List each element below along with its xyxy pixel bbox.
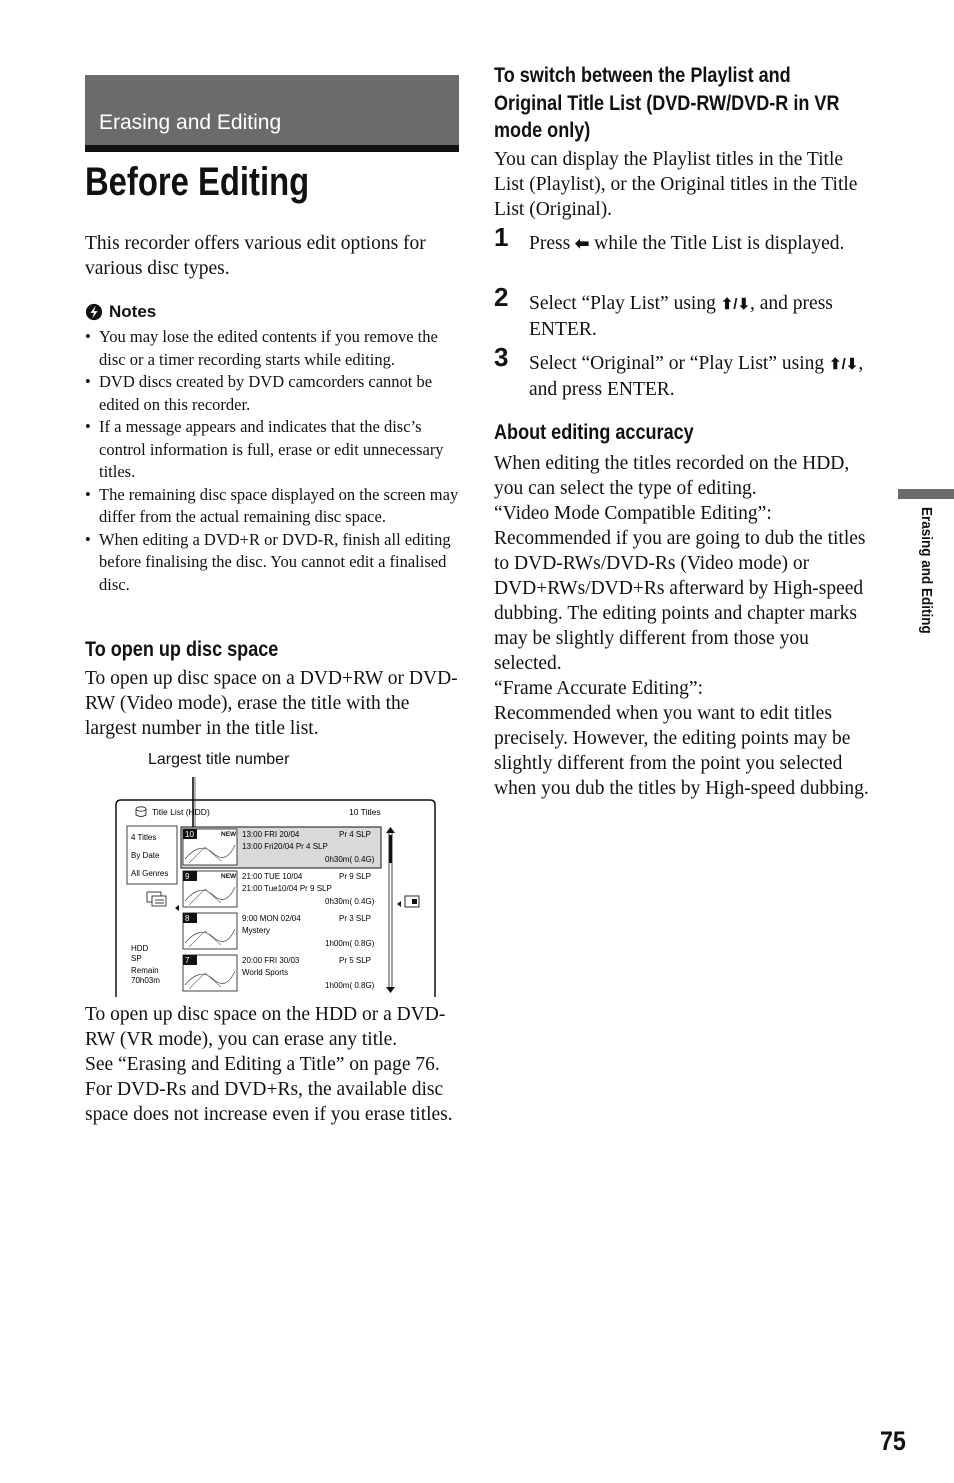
note-item: • If a message appears and indicates that the disc’s control information is full, erase or edit unnecessary titles. <box>85 416 463 484</box>
up-down-arrow-icon: ⬆/⬇ <box>720 296 751 313</box>
row-program: Pr 4 SLP <box>339 830 372 839</box>
row-datetime: 9:00 MON 02/04 <box>242 914 301 923</box>
row-detail: Mystery <box>242 926 270 935</box>
paragraph: For DVD-Rs and DVD+Rs, the available disc space does not increase even if you erase titles. <box>85 1079 453 1125</box>
note-item: • You may lose the edited contents if you remove the disc or a timer recording starts while editing. <box>85 326 463 371</box>
note-item: • When editing a DVD+R or DVD-R, finish all editing before finalising the disc. You cannot edit a finalised disc. <box>85 529 463 597</box>
side-tab-label: Erasing and Editing <box>918 507 935 634</box>
status-text: HDD <box>131 944 149 953</box>
accuracy-text <box>494 451 874 801</box>
row-datetime: 20:00 FRI 30/03 <box>242 956 300 965</box>
heading-line: To switch between the Playlist and <box>494 64 791 87</box>
page-number: 75 <box>880 1426 906 1456</box>
step-text: Select “Play List” using ⬆/⬇, and press ENTER. <box>529 293 833 340</box>
note-item: • DVD discs created by DVD camcorders cannot be edited on this recorder. <box>85 371 463 416</box>
paragraph: When editing the titles recorded on the HDD, you can select the type of editing. <box>494 453 850 499</box>
row-duration: 1h00m( 0.8G) <box>325 981 375 990</box>
menu-item: All Genres <box>131 869 169 878</box>
row-datetime: 21:00 TUE 10/04 <box>242 872 303 881</box>
step-text: Press ⬅ while the Title List is displayed. <box>529 233 845 254</box>
paragraph: Recommended if you are going to dub the titles to DVD-RWs/DVD-Rs (Video mode) or DVD+RWs/DVD+Rs afterward by High-speed dubbing. The editing points and chapter marks may be slightly different from those you selected. <box>494 528 866 674</box>
status-text: 70h03m <box>131 976 160 985</box>
row-detail: World Sports <box>242 968 289 977</box>
list-header-label: Title List (HDD) <box>152 807 210 817</box>
row-detail: 21:00 Tue10/04 Pr 9 SLP <box>242 884 332 893</box>
heading-line: mode only) <box>494 119 591 142</box>
left-arrow-icon: ⬅ <box>575 234 590 253</box>
title-row <box>183 871 375 907</box>
title-row <box>183 955 375 991</box>
step-number: 1 <box>494 222 509 252</box>
row-program: Pr 3 SLP <box>339 914 372 923</box>
step-number: 2 <box>494 282 509 312</box>
title-number: 10 <box>185 830 194 839</box>
paragraph: Recommended when you want to edit titles precisely. However, the editing points may be slightly different from the point you selected when you dub the titles by High-speed dubbing. <box>494 703 869 799</box>
side-tab-bar <box>898 489 954 499</box>
list-header-count: 10 Titles <box>349 807 381 817</box>
title-row <box>183 913 375 949</box>
row-duration: 0h30m( 0.4G) <box>325 855 375 864</box>
section-title: Erasing and Editing <box>99 111 282 134</box>
disc-icon <box>136 807 146 817</box>
note-icon <box>85 303 103 321</box>
options-icon <box>147 892 179 911</box>
notes-list <box>85 326 463 596</box>
switch-heading <box>494 62 874 145</box>
title-list-screen <box>85 775 445 997</box>
paragraph: See “Erasing and Editing a Title” on page 76. <box>85 1054 440 1075</box>
new-badge: NEW <box>221 831 237 838</box>
row-detail: 13:00 Fri20/04 Pr 4 SLP <box>242 842 328 851</box>
row-program: Pr 5 SLP <box>339 956 372 965</box>
new-badge: NEW <box>221 873 237 880</box>
title-number: 7 <box>185 956 190 965</box>
up-down-arrow-icon: ⬆/⬇ <box>829 356 859 373</box>
scrollbar <box>386 827 395 993</box>
step-number: 3 <box>494 342 509 372</box>
open-space-paragraph: To open up disc space on a DVD+RW or DVD-RW (Video mode), erase the title with the largest number in the title list. <box>85 668 458 739</box>
heading-line: Original Title List (DVD-RW/DVD-R in VR <box>494 91 840 115</box>
intro-paragraph: This recorder offers various edit options for various disc types. <box>85 233 426 279</box>
status-text: Remain <box>131 966 159 975</box>
menu-item: By Date <box>131 851 160 860</box>
switch-paragraph: You can display the Playlist titles in the Title List (Playlist), or the Original titles in the Title List (Original). <box>494 149 858 220</box>
page-title: Before Editing <box>85 160 310 204</box>
paragraph: To open up disc space on the HDD or a DVD-RW (VR mode), you can erase any title. <box>85 1004 446 1050</box>
row-duration: 0h30m( 0.4G) <box>325 897 375 906</box>
callout-label: Largest title number <box>148 751 290 768</box>
row-duration: 1h00m( 0.8G) <box>325 939 375 948</box>
after-screen-text <box>85 1002 465 1127</box>
paragraph: “Video Mode Compatible Editing”: <box>494 503 772 524</box>
paragraph: “Frame Accurate Editing”: <box>494 678 703 699</box>
row-program: Pr 9 SLP <box>339 872 372 881</box>
notes-heading <box>85 302 156 322</box>
section-rule <box>85 145 459 152</box>
playlist-toggle-icon <box>397 896 419 907</box>
menu-item: 4 Titles <box>131 833 157 842</box>
accuracy-heading: About editing accuracy <box>494 421 694 444</box>
title-number: 9 <box>185 872 190 881</box>
row-datetime: 13:00 FRI 20/04 <box>242 830 300 839</box>
note-item: • The remaining disc space displayed on the screen may differ from the actual remaining disc space. <box>85 484 463 529</box>
step-text: Select “Original” or “Play List” using ⬆/⬇, and press ENTER. <box>529 353 864 400</box>
title-number: 8 <box>185 914 190 923</box>
open-space-heading: To open up disc space <box>85 638 279 661</box>
status-text: SP <box>131 954 142 963</box>
notes-label: Notes <box>109 302 157 321</box>
